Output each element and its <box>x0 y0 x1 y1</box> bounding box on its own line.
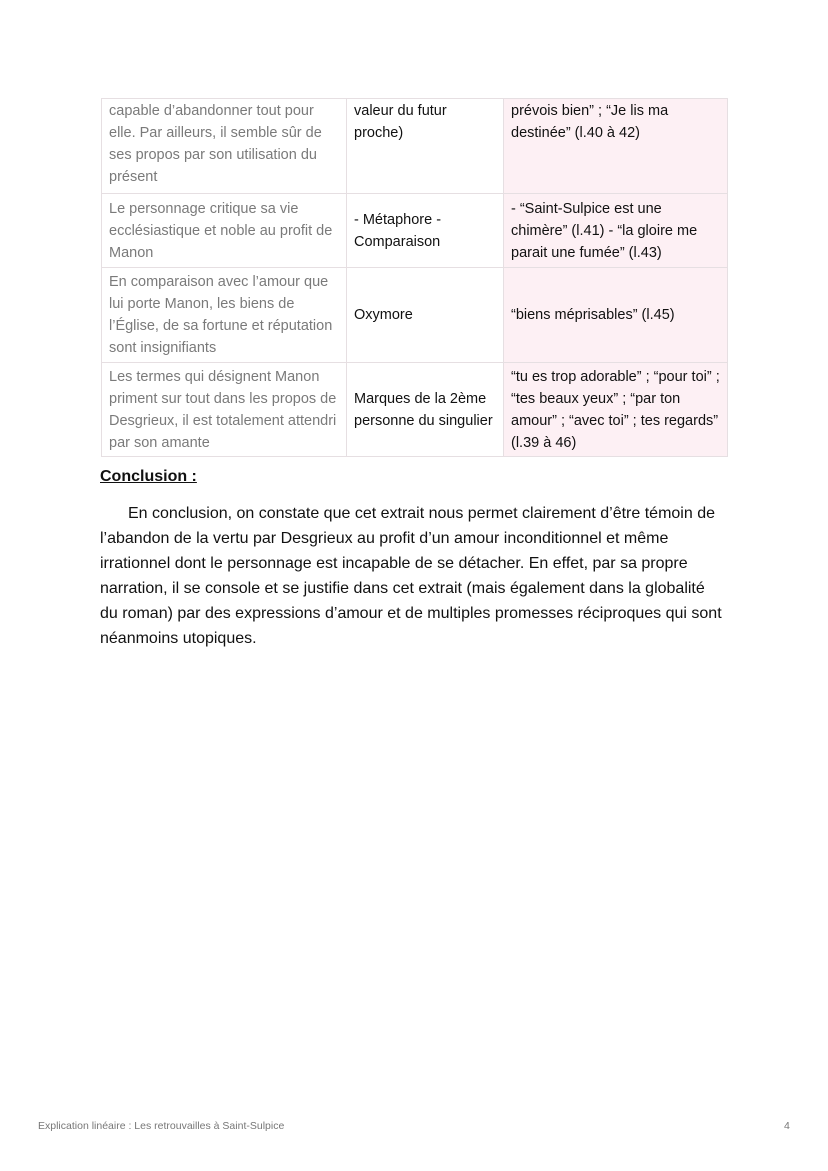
interpretation-cell: En comparaison avec l’amour que lui porte Manon, les biens de l’Église, de sa fortune et réputation sont insignifiants <box>102 268 347 363</box>
procede-cell: valeur du futur proche) <box>347 99 504 194</box>
analysis-table <box>101 98 728 457</box>
procede-cell: - Métaphore - Comparaison <box>347 194 504 268</box>
citation-cell: prévois bien” ; “Je lis ma destinée” (l.40 à 42) <box>504 99 728 194</box>
table-row <box>102 268 728 363</box>
footer-title: Explication linéaire : Les retrouvailles à Saint-Sulpice <box>38 1120 285 1132</box>
interpretation-cell: capable d’abandonner tout pour elle. Par ailleurs, il semble sûr de ses propos par son utilisation du présent <box>102 99 347 194</box>
conclusion-heading: Conclusion : <box>100 468 197 485</box>
procede-cell: Marques de la 2ème personne du singulier <box>347 363 504 457</box>
table-row <box>102 194 728 268</box>
table-row <box>102 99 728 194</box>
procede-cell: Oxymore <box>347 268 504 363</box>
citation-cell: “biens méprisables” (l.45) <box>504 268 728 363</box>
table-row <box>102 363 728 457</box>
conclusion-paragraph: En conclusion, on constate que cet extrait nous permet clairement d’être témoin de l’abandon de la vertu par Desgrieux au profit d’un amour inconditionnel et même irrationnel dont le personnage est incapable de se détacher. En effet, par sa propre narration, il se console et se justifie dans cet extrait (mais également dans la globalité du roman) par des expressions d’amour et de multiples promesses réciproques qui sont néanmoins utopiques. <box>100 505 722 647</box>
citation-cell: “tu es trop adorable” ; “pour toi” ; “tes beaux yeux” ; “par ton amour” ; “avec toi” ; tes regards” (l.39 à 46) <box>504 363 728 457</box>
interpretation-cell: Le personnage critique sa vie ecclésiastique et noble au profit de Manon <box>102 194 347 268</box>
citation-cell: - “Saint-Sulpice est une chimère” (l.41) - “la gloire me parait une fumée” (l.43) <box>504 194 728 268</box>
interpretation-cell: Les termes qui désignent Manon priment sur tout dans les propos de Desgrieux, il est totalement attendri par son amante <box>102 363 347 457</box>
page-number: 4 <box>784 1120 790 1132</box>
